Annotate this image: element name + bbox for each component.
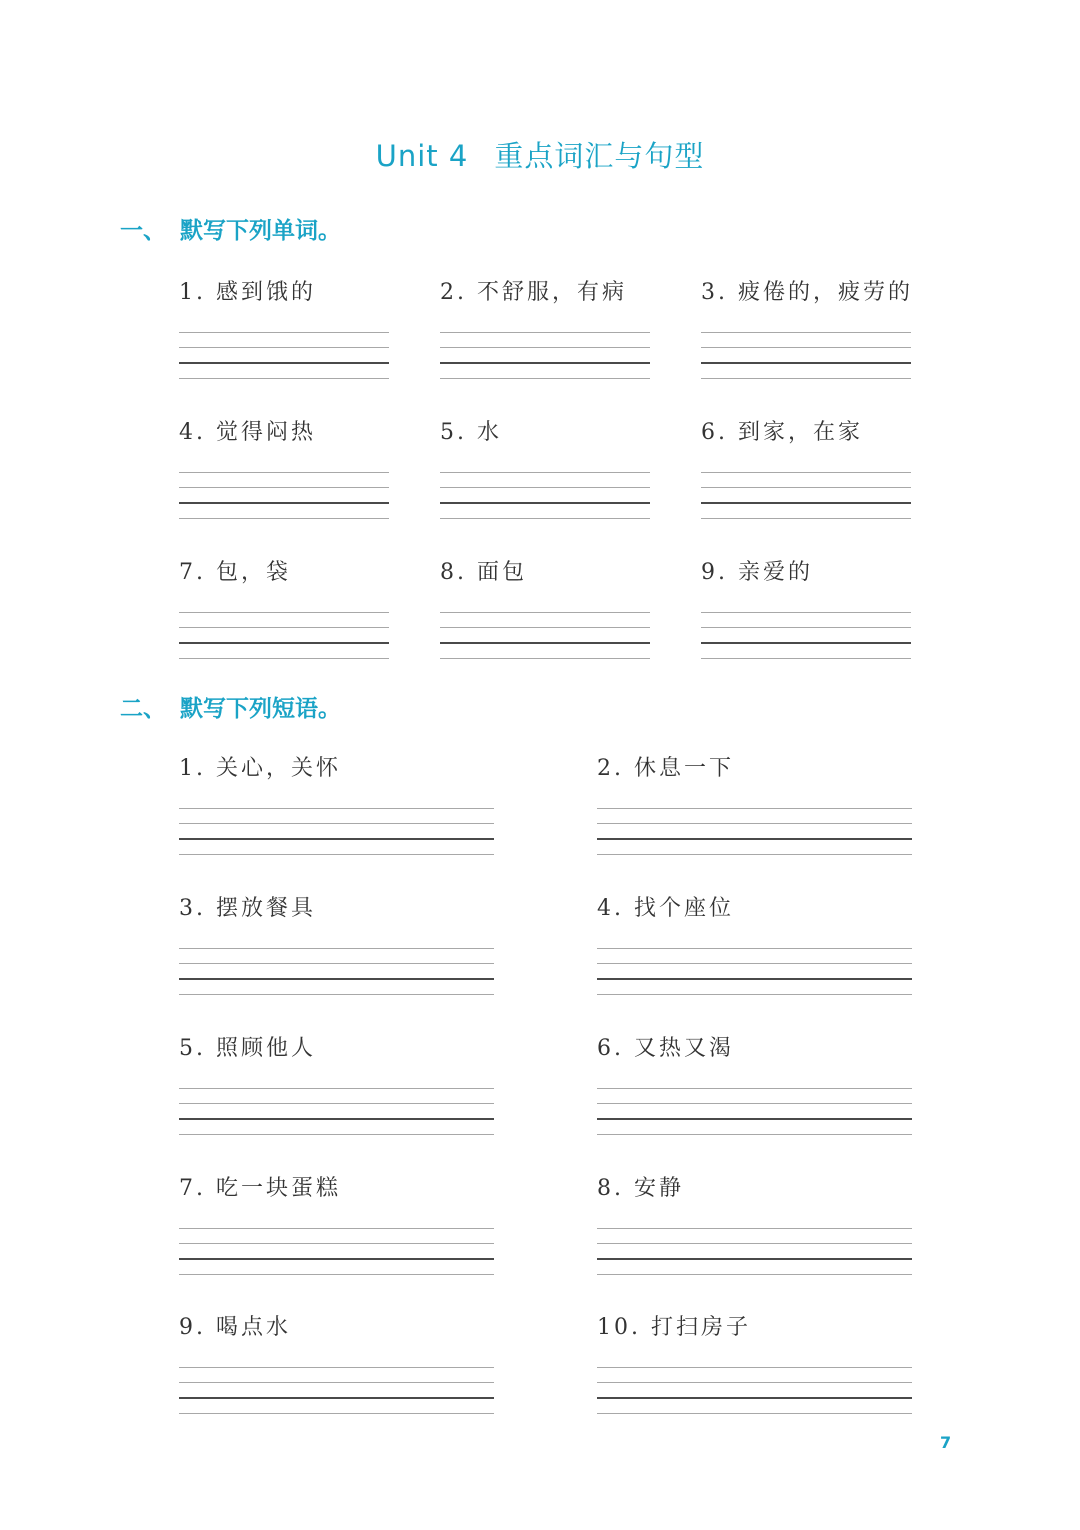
phrase-item — [597, 1310, 912, 1417]
word-prompt: 5. 水 — [440, 420, 502, 445]
word-prompt: 7. 包，袋 — [179, 560, 291, 585]
writing-lines[interactable] — [179, 1228, 494, 1278]
writing-lines[interactable] — [597, 948, 912, 998]
word-item — [440, 555, 650, 662]
word-prompt: 4. 觉得闷热 — [179, 420, 316, 445]
phrase-item — [179, 751, 494, 858]
phrase-prompt: 1. 关心，关怀 — [179, 756, 341, 781]
word-prompt: 3. 疲倦的，疲劳的 — [701, 280, 913, 305]
writing-lines[interactable] — [597, 1228, 912, 1278]
phrase-prompt: 7. 吃一块蛋糕 — [179, 1176, 341, 1201]
writing-lines[interactable] — [179, 1088, 494, 1138]
writing-lines[interactable] — [701, 612, 911, 662]
phrase-item — [597, 751, 912, 858]
word-item — [701, 555, 911, 662]
phrase-item — [179, 891, 494, 998]
writing-lines[interactable] — [179, 948, 494, 998]
writing-lines[interactable] — [179, 472, 389, 522]
section-2-number: 二、 — [120, 696, 166, 722]
word-item — [440, 275, 650, 382]
writing-lines[interactable] — [179, 612, 389, 662]
writing-lines[interactable] — [179, 332, 389, 382]
section-2-title: 默写下列短语。 — [180, 696, 341, 722]
word-prompt: 2. 不舒服，有病 — [440, 280, 627, 305]
writing-lines[interactable] — [440, 332, 650, 382]
phrase-prompt: 6. 又热又渴 — [597, 1036, 734, 1061]
writing-lines[interactable] — [179, 808, 494, 858]
word-item — [440, 415, 650, 522]
phrase-item — [179, 1031, 494, 1138]
writing-lines[interactable] — [597, 808, 912, 858]
phrase-item — [597, 1171, 912, 1278]
writing-lines[interactable] — [179, 1367, 494, 1417]
word-item — [701, 275, 911, 382]
word-prompt: 8. 面包 — [440, 560, 527, 585]
title-unit: Unit 4 — [375, 139, 469, 173]
phrase-prompt: 3. 摆放餐具 — [179, 896, 316, 921]
writing-lines[interactable] — [701, 332, 911, 382]
phrase-item — [597, 1031, 912, 1138]
word-prompt: 9. 亲爱的 — [701, 560, 813, 585]
section-1-number: 一、 — [120, 218, 166, 244]
phrase-prompt: 8. 安静 — [597, 1176, 684, 1201]
section-2-heading — [120, 690, 341, 723]
word-prompt: 6. 到家，在家 — [701, 420, 863, 445]
word-item — [179, 275, 389, 382]
phrase-item — [179, 1171, 494, 1278]
phrase-prompt: 4. 找个座位 — [597, 896, 734, 921]
phrase-prompt: 2. 休息一下 — [597, 756, 734, 781]
word-item — [179, 555, 389, 662]
phrase-item — [179, 1310, 494, 1417]
title-text: 重点词汇与句型 — [494, 139, 705, 173]
word-item — [701, 415, 911, 522]
phrase-prompt: 10. 打扫房子 — [597, 1315, 751, 1340]
word-prompt: 1. 感到饿的 — [179, 280, 316, 305]
page-number: 7 — [940, 1433, 952, 1452]
phrase-item — [597, 891, 912, 998]
writing-lines[interactable] — [440, 472, 650, 522]
page-title — [0, 134, 1080, 175]
word-item — [179, 415, 389, 522]
phrase-prompt: 5. 照顾他人 — [179, 1036, 316, 1061]
writing-lines[interactable] — [597, 1088, 912, 1138]
section-1-heading — [120, 212, 341, 245]
phrase-prompt: 9. 喝点水 — [179, 1315, 291, 1340]
writing-lines[interactable] — [597, 1367, 912, 1417]
section-1-title: 默写下列单词。 — [180, 218, 341, 244]
writing-lines[interactable] — [701, 472, 911, 522]
writing-lines[interactable] — [440, 612, 650, 662]
